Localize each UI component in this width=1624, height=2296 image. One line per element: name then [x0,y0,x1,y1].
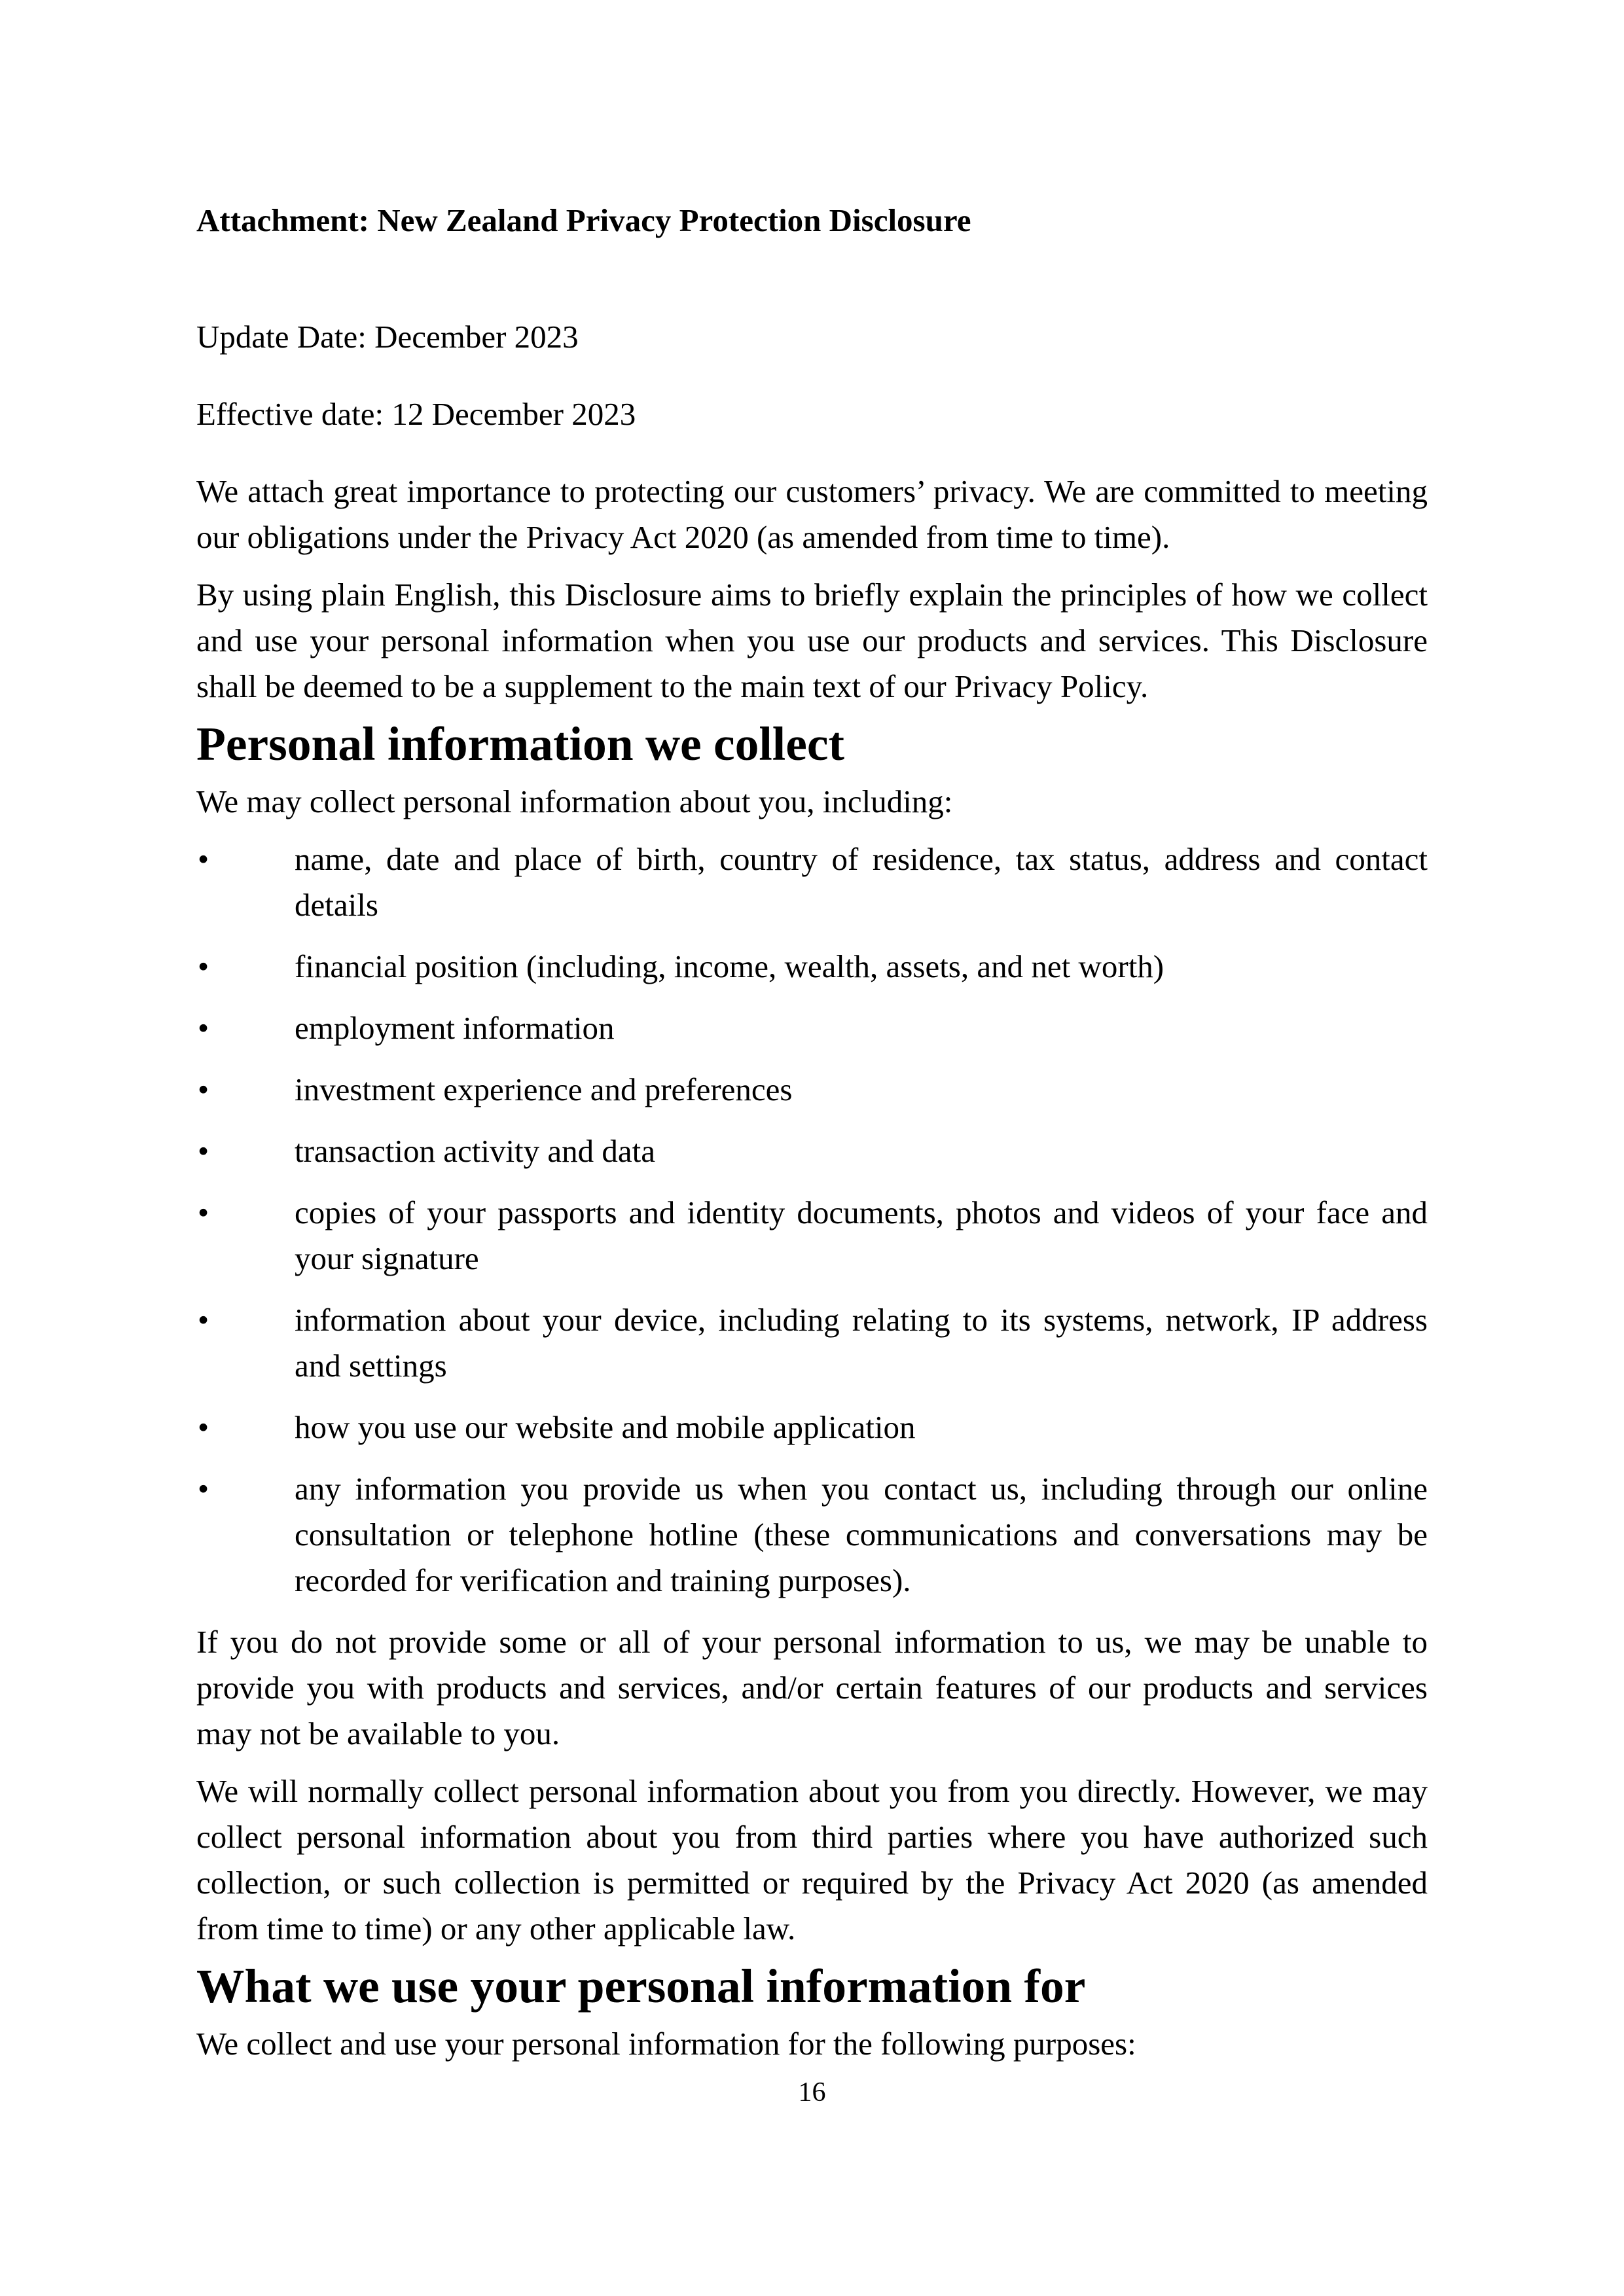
bullet-icon: • [198,1471,209,1507]
intro-paragraph-2: By using plain English, this Disclosure aims to briefly explain the principles of how we collect and use your personal information when you use our products and services. This Disclosure shall be deemed to be a supplement to the main text of our Privacy Policy. [196,577,1428,704]
list-item [196,1005,1428,1051]
intro-paragraph-1: We attach great importance to protecting our customers’ privacy. We are committed to meeting our obligations under the Privacy Act 2020 (as amended from time to time). [196,473,1428,555]
list-item [196,1190,1428,1282]
document-title: Attachment: New Zealand Privacy Protection Disclosure [196,202,971,238]
page-number: 16 [798,2077,826,2108]
list-item [196,1297,1428,1389]
list-item-text: any information you provide us when you contact us, including through our online consultation or telephone hotline (these communications and conversations may be recorded for verification and training purposes). [295,1471,1428,1598]
bullet-icon: • [198,1409,209,1445]
list-item [196,836,1428,928]
bullet-icon: • [198,1071,209,1107]
heading-what-we-use-information-for: What we use your personal information for [196,1960,1086,2013]
bullet-icon: • [198,1010,209,1046]
collect-intro-paragraph: We may collect personal information about you, including: [196,783,953,819]
list-item-text: investment experience and preferences [295,1071,793,1107]
bullet-icon: • [198,1302,209,1338]
bullet-icon: • [198,1133,209,1169]
list-item [196,1466,1428,1604]
use-intro-paragraph: We collect and use your personal information for the following purposes: [196,2026,1136,2062]
list-item [196,1128,1428,1174]
update-date-line: Update Date: December 2023 [196,319,579,355]
third-party-collection-paragraph: We will normally collect personal information about you from you directly. However, we may collect personal information about you from third parties where you have authorized such collection, or such collection is permitted or required by the Privacy Act 2020 (as amended from time to time) or any other applicable law. [196,1773,1428,1946]
bullet-icon: • [198,841,209,877]
list-item-text: transaction activity and data [295,1133,656,1169]
list-item-text: employment information [295,1010,615,1046]
bullet-icon: • [198,948,209,984]
effective-date-line: Effective date: 12 December 2023 [196,396,636,432]
list-item-text: how you use our website and mobile application [295,1409,916,1445]
heading-personal-information-we-collect: Personal information we collect [196,717,844,770]
list-item-text: financial position (including, income, wealth, assets, and net worth) [295,948,1164,984]
list-item-text: information about your device, including relating to its systems, network, IP address and settings [295,1302,1428,1384]
collected-information-list [196,836,1428,1604]
list-item [196,944,1428,990]
bullet-icon: • [198,1194,209,1230]
list-item [196,1067,1428,1113]
list-item-text: name, date and place of birth, country of residence, tax status, address and contact details [295,841,1428,923]
no-provide-paragraph: If you do not provide some or all of your personal information to us, we may be unable to provide you with products and services, and/or certain features of our products and services may not be available to you. [196,1624,1428,1751]
list-item-text: copies of your passports and identity documents, photos and videos of your face and your signature [295,1194,1428,1276]
list-item [196,1405,1428,1450]
